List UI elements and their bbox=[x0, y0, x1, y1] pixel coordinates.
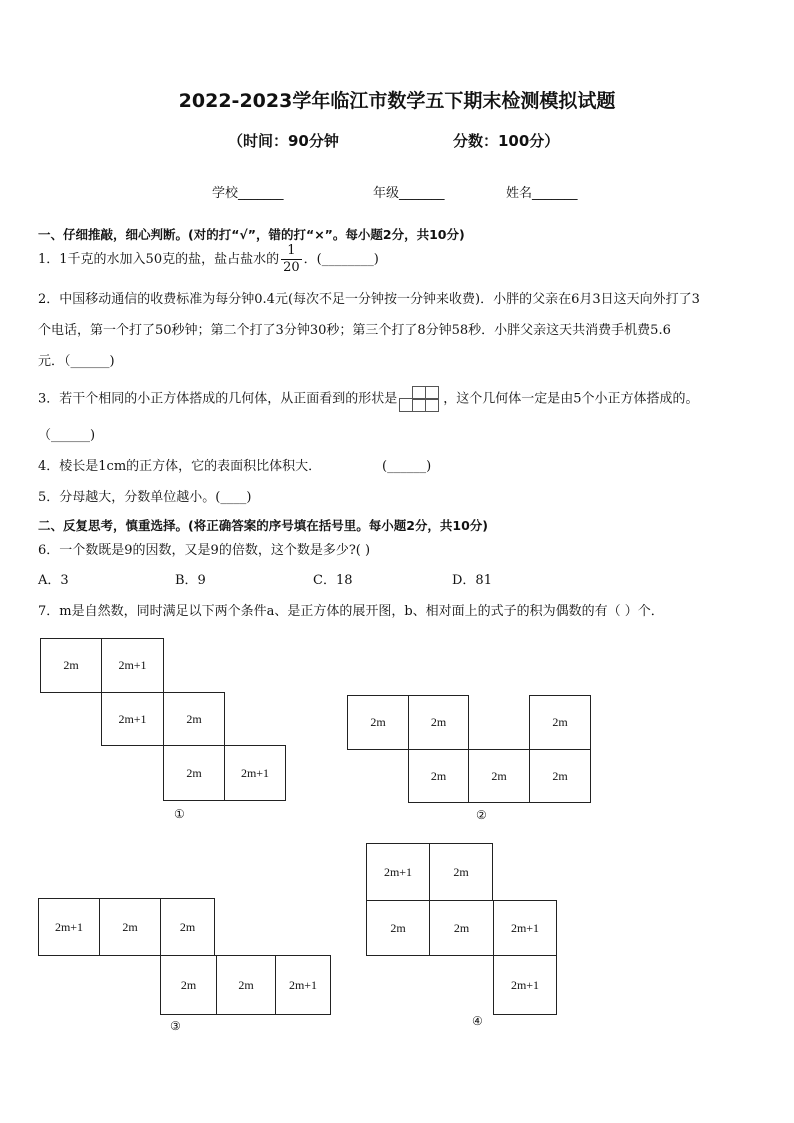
net1-cell: 2m bbox=[163, 692, 225, 746]
net3-label: ③ bbox=[170, 1019, 181, 1033]
grade-field[interactable]: 年级_______ bbox=[373, 186, 445, 201]
exam-time: （时间：90分钟 bbox=[228, 132, 339, 150]
net2-cell: 2m bbox=[408, 695, 469, 750]
q6-option-c[interactable]: C．18 bbox=[313, 573, 353, 588]
net2-cell: 2m bbox=[529, 695, 591, 750]
q1-blank[interactable]: ．(________) bbox=[303, 252, 379, 267]
q3-text-after: ，这个几何体一定是由5个小正方体搭成的。 bbox=[443, 391, 699, 407]
question-2-line3[interactable]: 元．（______) bbox=[38, 354, 115, 369]
net1-cell: 2m+1 bbox=[224, 745, 286, 801]
net1-cell: 2m+1 bbox=[101, 692, 164, 746]
question-7: 7．m是自然数，同时满足以下两个条件a、是正方体的展开图，b、相对面上的式子的积为偶数的有（ ）个． bbox=[38, 604, 664, 619]
question-2-line1: 2．中国移动通信的收费标准为每分钟0.4元(每次不足一分钟按一分钟来收费)．小胖的父亲在6月3日这天向外打了3 bbox=[38, 292, 700, 307]
net3-cell: 2m bbox=[99, 898, 161, 956]
net1-cell: 2m bbox=[163, 745, 225, 801]
front-view-shape-icon bbox=[399, 386, 441, 412]
section2-heading: 二、反复思考，慎重选择。(将正确答案的序号填在括号里。每小题2分，共10分) bbox=[38, 518, 489, 533]
question-5: 5．分母越大，分数单位越小。(____) bbox=[38, 490, 252, 505]
question-4: 4．棱长是1cm的正方体，它的表面积比体积大． bbox=[38, 459, 322, 474]
net3-cell: 2m bbox=[216, 955, 276, 1015]
page-title: 2022-2023学年临江市数学五下期末检测模拟试题 bbox=[178, 90, 616, 112]
net1-cell: 2m+1 bbox=[101, 638, 164, 693]
net3-cell: 2m+1 bbox=[38, 898, 100, 956]
exam-score: 分数：100分） bbox=[453, 132, 560, 150]
question-3 bbox=[38, 386, 699, 412]
net4-cell: 2m bbox=[429, 900, 494, 956]
q6-option-d[interactable]: D．81 bbox=[452, 573, 492, 588]
q3-text: 3．若干个相同的小正方体搭成的几何体，从正面看到的形状是 bbox=[38, 391, 398, 407]
net2-cell: 2m bbox=[347, 695, 409, 750]
net4-label: ④ bbox=[472, 1014, 483, 1028]
net4-cell: 2m+1 bbox=[493, 955, 557, 1015]
net4-cell: 2m bbox=[429, 843, 493, 901]
q6-option-b[interactable]: B．9 bbox=[175, 573, 206, 588]
net4-cell: 2m+1 bbox=[366, 843, 430, 901]
net4-cell: 2m+1 bbox=[493, 900, 557, 956]
question-4-blank[interactable]: (______) bbox=[382, 459, 432, 474]
net1-cell: 2m bbox=[40, 638, 102, 693]
section1-heading: 一、仔细推敲，细心判断。(对的打“√”，错的打“×”。每小题2分，共10分) bbox=[38, 227, 465, 242]
school-field[interactable]: 学校_______ bbox=[212, 186, 284, 201]
q1-numerator: 1 bbox=[281, 243, 302, 260]
net2-cell: 2m bbox=[408, 749, 469, 803]
net2-cell: 2m bbox=[529, 749, 591, 803]
q1-fraction bbox=[281, 243, 302, 276]
net3-cell: 2m bbox=[160, 898, 215, 956]
net1-label: ① bbox=[174, 807, 185, 821]
question-6: 6．一个数既是9的因数，又是9的倍数，这个数是多少?( ) bbox=[38, 543, 371, 558]
question-3-blank[interactable]: （______) bbox=[38, 428, 96, 443]
net3-cell: 2m bbox=[160, 955, 217, 1015]
q1-text: 1．1千克的水加入50克的盐，盐占盐水的 bbox=[38, 252, 280, 267]
net4-cell: 2m bbox=[366, 900, 430, 956]
q6-option-a[interactable]: A．3 bbox=[38, 573, 69, 588]
net2-label: ② bbox=[476, 808, 487, 822]
q1-denominator: 20 bbox=[283, 260, 300, 275]
name-field[interactable]: 姓名_______ bbox=[506, 186, 578, 201]
net3-cell: 2m+1 bbox=[275, 955, 331, 1015]
question-1 bbox=[38, 243, 379, 276]
question-2-line2: 个电话，第一个打了50秒钟；第二个打了3分钟30秒；第三个打了8分钟58秒．小胖父亲这天共消费手机费5.6 bbox=[38, 323, 671, 338]
net2-cell: 2m bbox=[468, 749, 530, 803]
